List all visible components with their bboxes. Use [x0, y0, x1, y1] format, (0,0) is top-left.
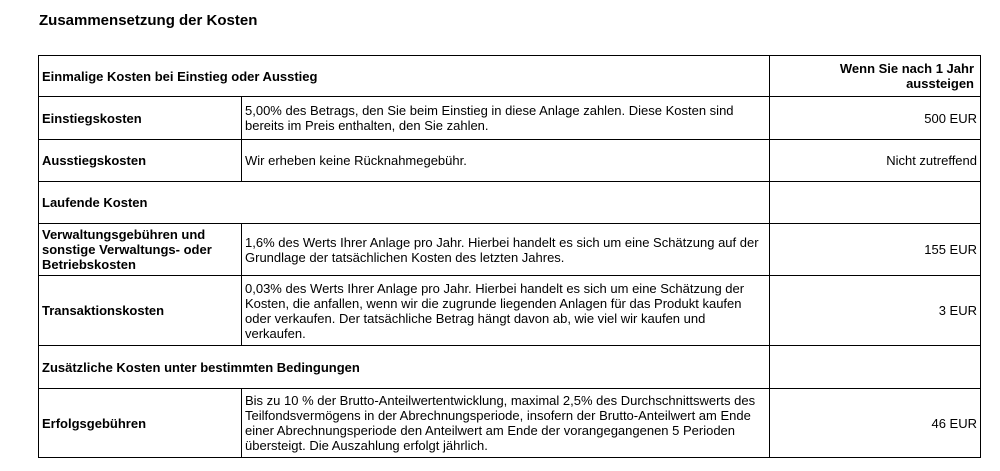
management-fees-amount: 155 EUR	[770, 224, 981, 276]
entry-costs-label: Einstiegskosten	[39, 97, 242, 140]
entry-costs-description: 5,00% des Betrags, den Sie beim Einstieg in diese Anlage zahlen. Diese Kosten sind bereits im Preis enthalten, den Sie zahlen.	[242, 97, 770, 140]
page-title: Zusammensetzung der Kosten	[39, 12, 258, 29]
entry-costs-amount: 500 EUR	[770, 97, 981, 140]
ongoing-costs-heading: Laufende Kosten	[39, 182, 770, 224]
exit-costs-description: Wir erheben keine Rücknahmegebühr.	[242, 140, 770, 182]
section-row	[39, 182, 981, 224]
exit-after-1-year-heading: Wenn Sie nach 1 Jahr aussteigen	[770, 56, 981, 97]
management-fees-description: 1,6% des Werts Ihrer Anlage pro Jahr. Hierbei handelt es sich um eine Schätzung auf der Grundlage der tatsächlichen Kosten des letzten Jahres.	[242, 224, 770, 276]
section-row	[39, 346, 981, 389]
incidental-costs-heading: Zusätzliche Kosten unter bestimmten Bedingungen	[39, 346, 770, 389]
transaction-costs-amount: 3 EUR	[770, 276, 981, 346]
management-fees-label: Verwaltungsgebühren und sonstige Verwaltungs- oder Betriebskosten	[39, 224, 242, 276]
table-header-row	[39, 56, 981, 97]
table-row	[39, 224, 981, 276]
performance-fees-description: Bis zu 10 % der Brutto-Anteilwertentwicklung, maximal 2,5% des Durchschnittswerts des Teilfondsvermögens in der Abrechnungsperiode, insofern der Brutto-Anteilwert am Ende einer Abrechnungsperiode den Anteilwert am Ende der vorangegangenen 5 Perioden übersteigt. Die Auszahlung erfolgt jährlich.	[242, 389, 770, 458]
empty-cell	[770, 346, 981, 389]
costs-table	[38, 55, 981, 458]
table-row	[39, 389, 981, 458]
one-off-costs-heading: Einmalige Kosten bei Einstieg oder Ausstieg	[39, 56, 770, 97]
transaction-costs-label: Transaktionskosten	[39, 276, 242, 346]
transaction-costs-description: 0,03% des Werts Ihrer Anlage pro Jahr. Hierbei handelt es sich um eine Schätzung der Kosten, die anfallen, wenn wir die zugrunde liegenden Anlagen für das Produkt kaufen oder verkaufen. Der tatsächliche Betrag hängt davon ab, wie viel wir kaufen und verkaufen.	[242, 276, 770, 346]
table-row	[39, 97, 981, 140]
exit-costs-amount: Nicht zutreffend	[770, 140, 981, 182]
exit-costs-label: Ausstiegskosten	[39, 140, 242, 182]
performance-fees-label: Erfolgsgebühren	[39, 389, 242, 458]
table-row	[39, 140, 981, 182]
empty-cell	[770, 182, 981, 224]
table-row	[39, 276, 981, 346]
performance-fees-amount: 46 EUR	[770, 389, 981, 458]
